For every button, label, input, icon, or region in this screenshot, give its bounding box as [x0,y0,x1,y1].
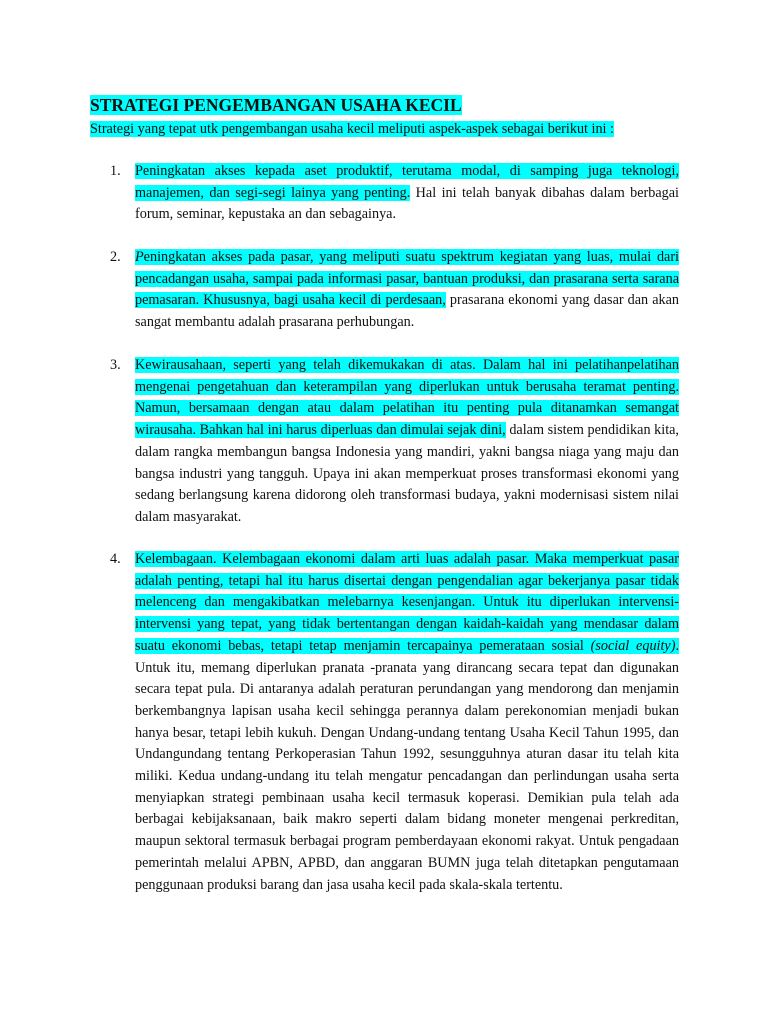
list-number: 2. [110,249,121,265]
list-number: 3. [110,357,121,373]
highlighted-end: . [675,637,679,654]
title-highlight: STRATEGI PENGEMBANGAN USAHA KECIL [90,95,462,115]
list-item-text [135,247,679,334]
list-item-text [135,161,679,226]
list-item-text [135,355,679,529]
intro-paragraph [90,119,614,139]
plain-text: Hal ini telah banyak dibahas dalam berbagai forum, seminar, kepustaka an dan sebagainya. [135,184,679,223]
list-item-text [135,549,679,896]
initial-letter: P [135,249,144,265]
highlighted-main: Kelembagaan. Kelembagaan ekonomi dalam arti luas adalah pasar. Maka memperkuat pasar adalah penting, tetapi hal itu harus disertai dengan pengendalian agar bekerjanya pasar tidak melenceng dan mengakibatkan melebarnya kesenjangan. Untuk itu diperlukan intervensi-intervensi yang tepat, yang tidak bertentangan dengan kaidah-kaidah yang mendasar dalam suatu ekonomi bebas, tetapi tetap menjamin tercapainya pemerataan sosial [135,551,679,654]
highlighted-italic: (social equity) [590,637,676,654]
highlighted-text: Peningkatan akses kepada aset produktif, terutama modal, di samping juga teknologi, manajemen, dan segi-segi lainya yang penting. [135,163,679,201]
highlighted-text [135,551,679,654]
plain-text: dalam sistem pendidikan kita, dalam rangka membangun bangsa Indonesia yang mandiri, yakni bangsa niaga yang maju dan bangsa industri yang tangguh. Upaya ini akan memperkuat proses transformasi ekonomi yang sedang berlangsung karena didorong oleh transformasi budaya, yakni modernisasi sistem nilai dalam masyarakat. [135,422,679,525]
list-number: 4. [110,551,121,567]
plain-text: prasarana ekonomi yang dasar dan akan sangat membantu adalah prasarana perhubungan. [135,292,679,331]
highlighted-rest: eningkatan akses pada pasar, yang meliputi suatu spektrum kegiatan yang luas, mulai dari pencadangan usaha, sampai pada informasi pasar, bantuan produksi, dan prasarana serta sarana pemasaran. Khususnya, bagi usaha kecil di perdesaan, [135,249,679,309]
highlighted-text: Kewirausahaan, seperti yang telah dikemukakan di atas. Dalam hal ini pelatihanpelatihan mengenai pengetahuan dan keterampilan yang diperlukan untuk berusaha teramat penting. Namun, bersamaan dengan atau dalam pelatihan itu penting pula ditanamkan semangat wirausaha. Bahkan hal ini harus diperluas dan dimulai sejak dini, [135,357,679,439]
document-title [90,94,462,116]
list-number: 1. [110,163,121,179]
plain-text: Untuk itu, memang diperlukan pranata -pranata yang dirancang secara tepat dan digunakan secara tepat pula. Di antaranya adalah peraturan perundangan yang mendorong dan menjamin berkembangnya lapisan usaha kecil sehingga perannya dalam perekonomian menjadi bukan hanya besar, tetapi lebih kukuh. Dengan Undang-undang tentang Usaha Kecil Tahun 1995, dan Undangundang tentang Perkoperasian Tahun 1992, sesungguhnya aturan dasar itu telah kita miliki. Kedua undang-undang itu telah mengatur pencadangan dan perlindungan usaha serta menyiapkan strategi pembinaan usaha kecil termasuk koperasi. Demikian pula telah ada berbagai kebijaksanaan, baik makro seperti dalam bidang moneter mengenai perkreditan, maupun sektoral termasuk berbagai program pemberdayaan ekonomi rakyat. Untuk pengadaan pemerintah melalui APBN, APBD, dan anggaran BUMN juga telah ditetapkan pengutamaan penggunaan produksi barang dan jasa usaha kecil pada skala-skala tertentu. [135,659,679,893]
intro-highlight: Strategi yang tepat utk pengembangan usaha kecil meliputi aspek-aspek sebagai berikut ini : [90,121,614,137]
